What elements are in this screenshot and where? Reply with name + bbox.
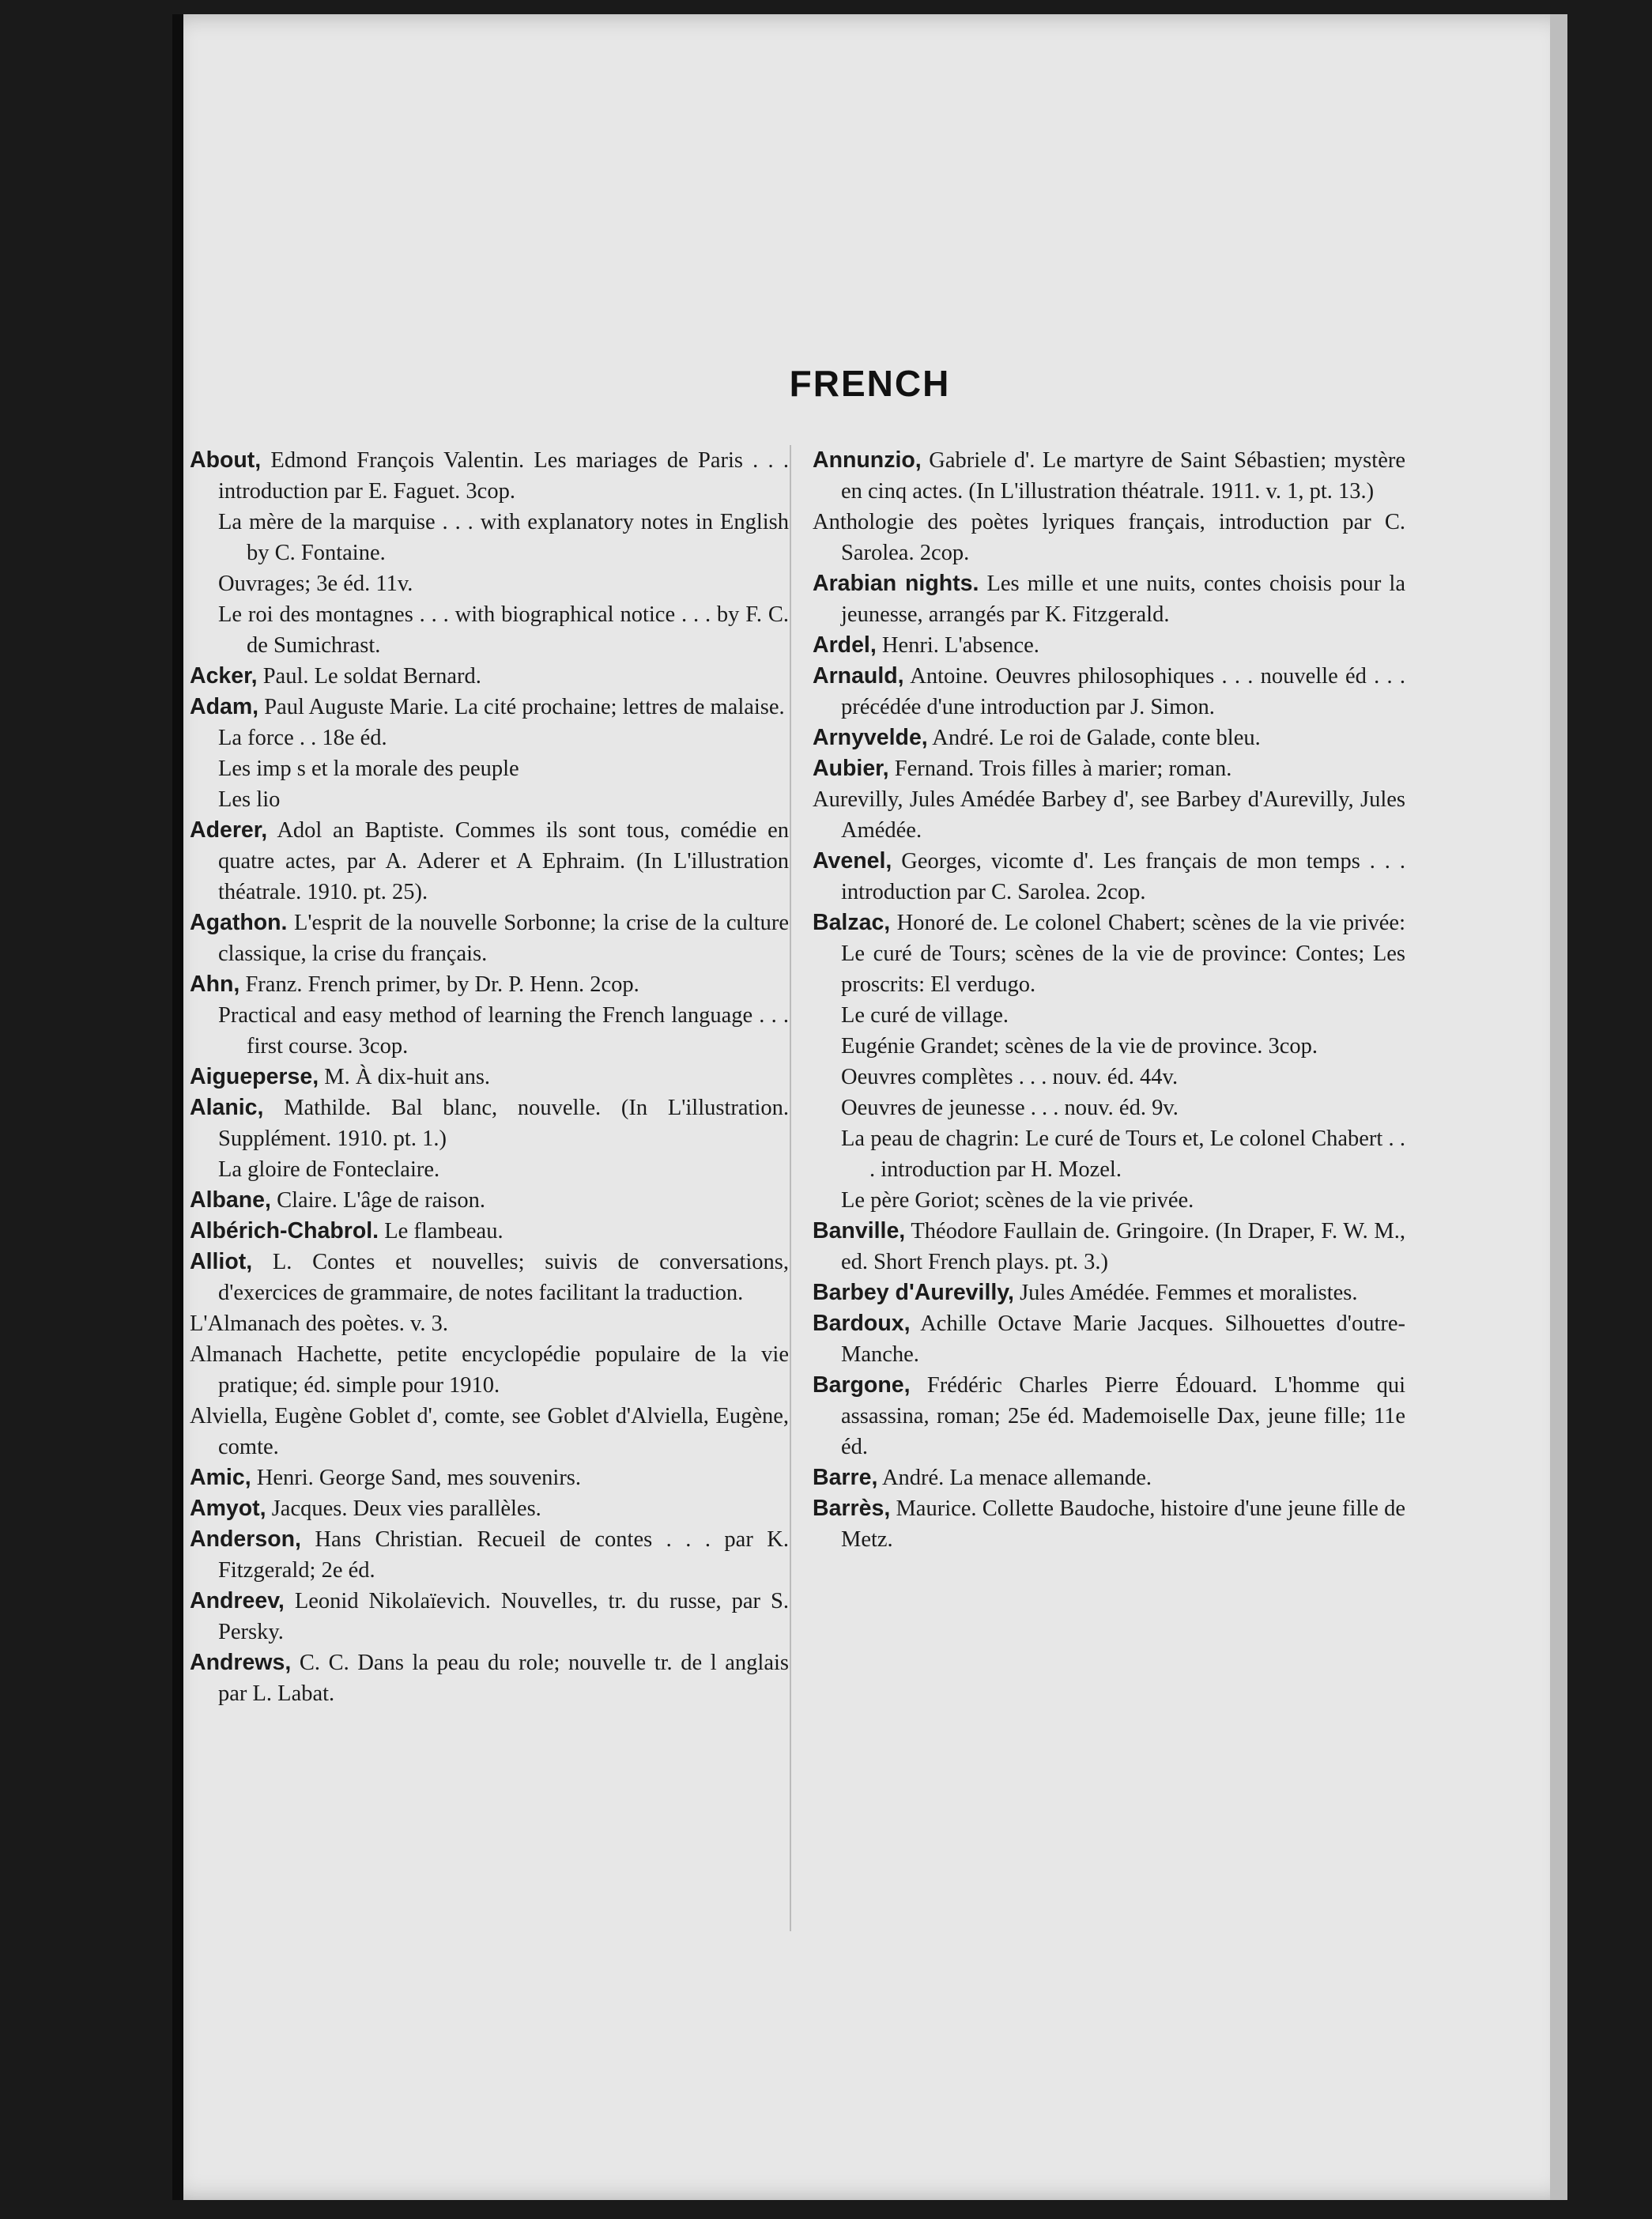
catalog-entry — [190, 1586, 789, 1647]
entry-text: Antoine. Oeuvres philosophiques . . . nouvelle éd . . . précédée d'une introduction par J. Simon. — [841, 664, 1405, 719]
entry-heading: Adam, — [190, 694, 259, 719]
entry-text: L'Almanach des poètes. v. 3. — [190, 1311, 448, 1336]
entry-text: Jules Amédée. Femmes et moralistes. — [1013, 1281, 1358, 1305]
catalog-entry — [813, 784, 1405, 846]
entry-text: Ouvrages; 3e éd. 11v. — [218, 572, 413, 596]
entry-text: Les mille et une nuits, contes choisis pour la jeunesse, arrangés par K. Fitzgerald. — [841, 572, 1405, 627]
entry-text: Henri. George Sand, mes souvenirs. — [251, 1466, 582, 1490]
entry-text: L'esprit de la nouvelle Sorbonne; la crise de la culture classique, la crise du français. — [218, 911, 789, 966]
entry-text: Oeuvres de jeunesse . . . nouv. éd. 9v. — [841, 1096, 1179, 1120]
page-title: FRENCH — [789, 363, 951, 404]
catalog-entry — [190, 1524, 789, 1586]
catalog-entry — [190, 1185, 789, 1216]
catalog-subentry — [813, 1093, 1405, 1123]
entry-heading: Andrews, — [190, 1650, 292, 1675]
entry-text: La force . . 18e éd. — [218, 726, 387, 750]
catalog-subentry — [190, 1000, 789, 1062]
entry-heading: Bardoux, — [813, 1311, 911, 1336]
entry-text: Eugénie Grandet; scènes de la vie de province. 3cop. — [841, 1034, 1318, 1059]
catalog-entry — [190, 908, 789, 969]
entry-text: Practical and easy method of learning the French language . . . first course. 3cop. — [218, 1003, 789, 1059]
catalog-subentry — [190, 507, 789, 568]
entry-text: Les lio — [218, 787, 281, 812]
entry-text: Jacques. Deux vies parallèles. — [266, 1496, 541, 1521]
catalog-entry — [813, 846, 1405, 908]
catalog-subentry — [813, 1062, 1405, 1093]
catalog-entry — [813, 1462, 1405, 1493]
entry-text: Alviella, Eugène Goblet d', comte, see Goblet d'Alviella, Eugène, comte. — [190, 1404, 789, 1459]
binding-edge — [172, 14, 183, 2200]
entry-text: Henri. L'absence. — [876, 633, 1039, 658]
catalog-subentry — [190, 1154, 789, 1185]
catalog-entry — [813, 723, 1405, 753]
entry-heading: Albane, — [190, 1187, 271, 1213]
entry-heading: Arnauld, — [813, 663, 904, 689]
entry-heading: Barrès, — [813, 1496, 891, 1521]
catalog-entry — [190, 1339, 789, 1401]
entry-heading: Ardel, — [813, 632, 877, 658]
catalog-entry — [190, 445, 789, 507]
entry-text: Hans Christian. Recueil de contes . . . par K. Fitzgerald; 2e éd. — [218, 1527, 789, 1583]
entry-text: Oeuvres complètes . . . nouv. éd. 44v. — [841, 1065, 1179, 1089]
catalog-entry — [190, 1308, 789, 1339]
catalog-subentry — [190, 599, 789, 661]
catalog-entry — [813, 753, 1405, 784]
entry-heading: Arabian nights. — [813, 571, 979, 596]
entry-text: Frédéric Charles Pierre Édouard. L'homme qui assassina, roman; 25e éd. Mademoiselle Dax, jeune fille; 11e éd. — [841, 1373, 1405, 1459]
entry-text: Fernand. Trois filles à marier; roman. — [888, 757, 1232, 781]
entry-text: Edmond François Valentin. Les mariages de Paris . . . introduction par E. Faguet. 3cop. — [218, 448, 789, 504]
catalog-entry — [190, 692, 789, 723]
entry-heading: Aigueperse, — [190, 1064, 319, 1089]
entry-heading: Aubier, — [813, 756, 889, 781]
entry-text: André. Le roi de Galade, conte bleu. — [927, 726, 1261, 750]
entry-heading: Aderer, — [190, 817, 268, 843]
catalog-entry — [190, 1216, 789, 1247]
entry-heading: Bargone, — [813, 1372, 911, 1398]
entry-text: L. Contes et nouvelles; suivis de conversations, d'exercices de grammaire, de notes facilitant la traduction. — [218, 1250, 789, 1305]
entry-text: Les imp s et la morale des peuple — [218, 757, 519, 781]
catalog-entry — [190, 1462, 789, 1493]
entry-heading: Amic, — [190, 1465, 251, 1490]
catalog-entry — [813, 445, 1405, 507]
entry-heading: Agathon. — [190, 910, 288, 935]
catalog-entry — [190, 1247, 789, 1308]
entry-text: La peau de chagrin: Le curé de Tours et, Le colonel Chabert . . . introduction par H. Mozel. — [841, 1126, 1405, 1182]
page-edge — [1550, 14, 1567, 2200]
entry-heading: Ahn, — [190, 972, 240, 997]
entry-text: Paul Auguste Marie. La cité prochaine; lettres de malaise. — [258, 695, 785, 719]
catalog-entry — [813, 507, 1405, 568]
catalog-entry — [813, 1370, 1405, 1462]
entry-text: Georges, vicomte d'. Les français de mon temps . . . introduction par C. Sarolea. 2cop. — [841, 849, 1405, 904]
catalog-entry — [813, 1308, 1405, 1370]
entry-text: Le roi des montagnes . . . with biographical notice . . . by F. C. de Sumichrast. — [218, 602, 789, 658]
entry-text: Le curé de village. — [841, 1003, 1009, 1028]
catalog-entry — [813, 908, 1405, 1000]
catalog-entry — [190, 1093, 789, 1154]
entry-text: Maurice. Collette Baudoche, histoire d'une jeune fille de Metz. — [841, 1496, 1405, 1552]
right-column — [813, 445, 1405, 1555]
entry-heading: Amyot, — [190, 1496, 266, 1521]
entry-heading: Acker, — [190, 663, 258, 689]
entry-heading: About, — [190, 447, 262, 473]
entry-text: Paul. Le soldat Bernard. — [257, 664, 481, 689]
entry-text: La mère de la marquise . . . with explanatory notes in English by C. Fontaine. — [218, 510, 789, 565]
entry-heading: Avenel, — [813, 848, 892, 874]
entry-text: Anthologie des poètes lyriques français, introduction par C. Sarolea. 2cop. — [813, 510, 1405, 565]
entry-text: Mathilde. Bal blanc, nouvelle. (In L'illustration. Supplément. 1910. pt. 1.) — [218, 1096, 789, 1151]
catalog-entry — [190, 1401, 789, 1462]
catalog-page — [172, 14, 1567, 2200]
entry-text: Franz. French primer, by Dr. P. Henn. 2cop. — [240, 972, 639, 997]
catalog-entry — [813, 1277, 1405, 1308]
catalog-subentry — [813, 1000, 1405, 1031]
entry-heading: Arnyvelde, — [813, 725, 928, 750]
entry-heading: Albérich-Chabrol. — [190, 1218, 379, 1243]
entry-text: Achille Octave Marie Jacques. Silhouettes d'outre-Manche. — [841, 1311, 1405, 1367]
catalog-entry — [813, 661, 1405, 723]
entry-text: Théodore Faullain de. Gringoire. (In Draper, F. W. M., ed. Short French plays. pt. 3.) — [841, 1219, 1405, 1274]
entry-heading: Annunzio, — [813, 447, 922, 473]
entry-text: Aurevilly, Jules Amédée Barbey d', see Barbey d'Aurevilly, Jules Amédée. — [813, 787, 1405, 843]
catalog-entry — [813, 1216, 1405, 1277]
entry-heading: Andreev, — [190, 1588, 285, 1613]
catalog-entry — [190, 1062, 789, 1093]
entry-text: M. À dix-huit ans. — [319, 1065, 491, 1089]
entry-text: Le père Goriot; scènes de la vie privée. — [841, 1188, 1194, 1213]
entry-text: André. La menace allemande. — [877, 1466, 1152, 1490]
catalog-subentry — [190, 784, 789, 815]
entry-text: Gabriele d'. Le martyre de Saint Sébastien; mystère en cinq actes. (In L'illustration théatrale. 1911. v. 1, pt. 13.) — [841, 448, 1405, 504]
entry-text: Honoré de. Le colonel Chabert; scènes de la vie privée: Le curé de Tours; scènes de la vie de province: Contes; Les proscrits: El verdugo. — [841, 911, 1405, 997]
entry-heading: Barre, — [813, 1465, 878, 1490]
entry-heading: Alliot, — [190, 1249, 253, 1274]
catalog-entry — [190, 969, 789, 1000]
entry-text: C. C. Dans la peau du role; nouvelle tr. de l anglais par L. Labat. — [218, 1651, 789, 1706]
entry-heading: Banville, — [813, 1218, 906, 1243]
catalog-subentry — [813, 1185, 1405, 1216]
entry-text: La gloire de Fonteclaire. — [218, 1157, 440, 1182]
catalog-entry — [190, 1647, 789, 1709]
catalog-subentry — [190, 753, 789, 784]
catalog-subentry — [190, 568, 789, 599]
catalog-entry — [190, 815, 789, 908]
catalog-entry — [813, 630, 1405, 661]
entry-heading: Balzac, — [813, 910, 891, 935]
catalog-entry — [190, 661, 789, 692]
left-column — [190, 445, 789, 1709]
entry-text: Leonid Nikolaïevich. Nouvelles, tr. du russe, par S. Persky. — [218, 1589, 789, 1644]
catalog-entry — [190, 1493, 789, 1524]
entry-heading: Anderson, — [190, 1527, 301, 1552]
entry-heading: Alanic, — [190, 1095, 264, 1120]
catalog-entry — [813, 568, 1405, 630]
entry-heading: Barbey d'Aurevilly, — [813, 1280, 1014, 1305]
catalog-subentry — [813, 1031, 1405, 1062]
entry-text: Almanach Hachette, petite encyclopédie populaire de la vie pratique; éd. simple pour 1910. — [190, 1342, 789, 1398]
catalog-subentry — [190, 723, 789, 753]
catalog-subentry — [813, 1123, 1405, 1185]
catalog-entry — [813, 1493, 1405, 1555]
entry-text: Claire. L'âge de raison. — [270, 1188, 485, 1213]
entry-text: Le flambeau. — [379, 1219, 504, 1243]
column-divider — [790, 445, 791, 1931]
entry-text: Adol an Baptiste. Commes ils sont tous, comédie en quatre actes, par A. Aderer et A Ephraim. (In L'illustration théatrale. 1910. pt. 25). — [218, 818, 789, 904]
